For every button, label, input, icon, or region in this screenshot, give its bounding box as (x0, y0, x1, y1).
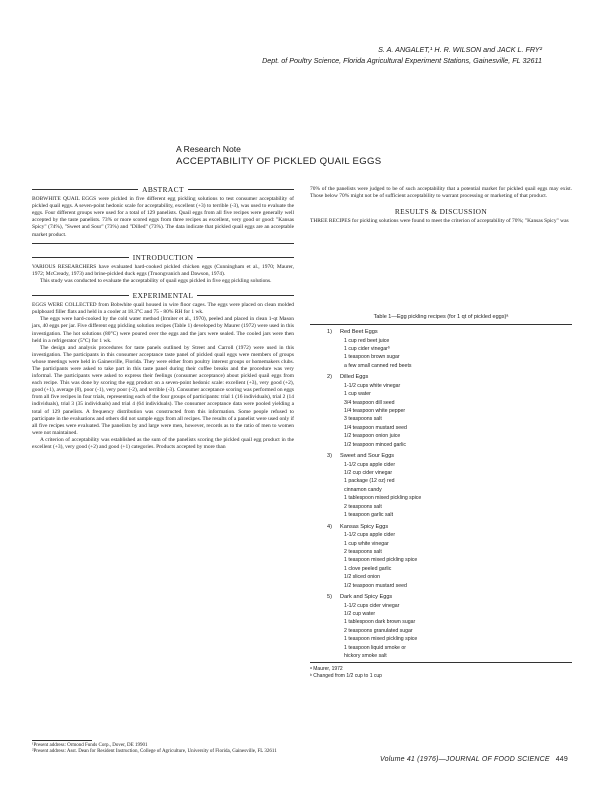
recipe-row (310, 593, 572, 660)
recipe-number: 4) (327, 523, 332, 530)
experimental-lead: EGGS WERE COLLECTED (32, 302, 97, 309)
experimental-paragraph-1: EGGS WERE COLLECTED from Bobwhite quail housed in wire floor cages. The eggs were placed on clean molded pulpboard filler flats and held in a cooler at 18.3°C and 75 - 80% RH for 1 wk. (32, 302, 295, 316)
footnotes (32, 740, 294, 755)
ingredient: 2 teaspoons salt (344, 548, 382, 555)
ingredient: 1-1/2 cups white vinegar (344, 382, 401, 389)
recipe-body (340, 328, 572, 370)
recipe-list (310, 328, 572, 660)
intro-paragraph-1: VARIOUS RESEARCHERS have evaluated hard-cooked pickled chicken eggs (Cunningham et al., 1970; Maurer, 1972; McCready, 1973) and brine-pickled duck eggs (Truongvanich and Dawson, 1974). (32, 263, 294, 277)
ingredient: 1/2 cup cider vinegar (344, 470, 393, 477)
recipe-body (340, 523, 572, 590)
abstract-rule (32, 243, 294, 244)
table-title: Table 1—Egg pickling recipes (for 1 qt of pickled eggs)ᵃ (373, 314, 509, 320)
right-column (310, 186, 572, 225)
footnote-1: ¹Present address: Ormond Funds Corp., Dover, DE 19901 (32, 743, 148, 748)
ingredient: 1 cup water (344, 391, 371, 398)
author-block (262, 44, 542, 66)
results-lead: THREE RECIPES (310, 218, 351, 225)
recipe-row (310, 328, 572, 370)
ingredient: 1-1/2 cups apple cider (344, 532, 396, 539)
footnote-rule (32, 740, 92, 741)
table-top-rule (310, 324, 572, 325)
ingredient: 1 package (12 oz) red (344, 478, 395, 485)
recipe-name: Sweet and Sour Eggs (340, 453, 395, 460)
abstract-lead: BOBWHITE QUAIL EGGS (32, 196, 97, 203)
abstract-text: BOBWHITE QUAIL EGGS were pickled in five different egg pickling solutions to test consumer acceptability of pickled quail eggs. A seven-point hedonic scale for acceptability, excellent (+3) to terrible (-3), was used to evaluate the eggs. Four different groups were used for a total of 129 panelists. Quail eggs from all five recipes were generally well accepted by the taste panelists. 73% or more scored eggs from three recipes as excellent, very good or good: "Kansas Spicy" (74%), "Sweet and Sour" (73%) and "Dilled" (73%). The data indicate that pickled quail eggs are an acceptable market product. (32, 196, 294, 238)
recipe-row (310, 523, 572, 590)
recipe-row (310, 452, 572, 519)
ingredient: 1/4 teaspoon mustard seed (344, 424, 407, 431)
ingredient: 1 clove peeled garlic (344, 565, 392, 572)
ingredient: 1 cup red beet juice (344, 337, 390, 344)
ingredient: 1-1/2 cups cider vinegar (344, 602, 400, 609)
journal-citation: Volume 41 (1976)—JOURNAL OF FOOD SCIENCE (380, 756, 550, 763)
ingredient: 1/4 teaspoon white pepper (344, 408, 406, 415)
introduction-heading: INTRODUCTION (32, 254, 294, 261)
table-bottom-rule (310, 662, 572, 663)
recipe-number: 1) (327, 329, 332, 335)
experimental-paragraph-2: The eggs were hard-cooked by the cold water method (Irmiter et al., 1970), peeled and placed in clean 1-qt Mason jars, 40 eggs per jar. Five different egg pickling solution recipes (Table 1) developed by Maurer (1972) were used in this investigation. The hot solutions (80°C) were poured over the eggs and the jars were sealed. The cooled jars were then held in a refrigerator (5°C) for 1 wk. (32, 316, 294, 344)
ingredient: 1-1/2 cups apple cider (344, 461, 396, 468)
recipe-number: 2) (327, 374, 332, 381)
ingredient: 1 tablespoon dark brown sugar (344, 619, 416, 626)
ingredient: 2 teaspoons granulated sugar (344, 627, 413, 634)
recipe-name: Dilled Eggs (340, 374, 369, 381)
ingredient: 1/2 teaspoon minced garlic (344, 441, 406, 448)
recipe-body (340, 593, 572, 660)
ingredient: cinnamon candy (344, 486, 382, 493)
ingredient: 1 teaspoon garlic salt (344, 512, 394, 519)
ingredient: hickory smoke salt (344, 652, 387, 659)
article-kind: A Research Note (176, 144, 241, 154)
recipe-name: Kansas Spicy Eggs (340, 523, 389, 530)
table-footnotes (310, 666, 572, 679)
recipe-table (310, 314, 572, 680)
intro-paragraph-2: This study was conducted to evaluate the acceptability of quail eggs pickled in five egg pickling solutions. (40, 277, 272, 284)
results-paragraph: THREE RECIPES for pickling solutions were found to meet the criterion of acceptability of 70%; "Kansas Spicy" was (310, 218, 569, 225)
ingredient: 1 cup white vinegar (344, 540, 389, 547)
ingredient: 1/2 cup water (344, 610, 376, 617)
experimental-paragraph-3: The design and analysis procedures for taste panels outlined by Street and Carroll (1972) were used in this investigation. The participants in this consumer acceptance taste panel of pickled quail eggs were members of groups whose meetings were held in Gainesville, Florida. They were either from poultry interest groups or homemakers clubs. The participants were asked to take part in this taste panel during their coffee breaks and the procedure was very informal. The participants were asked to express their feelings (consumer acceptance) about pickled quail eggs from each recipe. This was done by scoring the egg product on a seven-point hedonic scale: excellent (+3), very good (+2), good (+1), average (0), poor (-1), very poor (-2), and terrible (-3). Consumer acceptance scoring was performed on eggs from all five recipes in four trials, representing each of the four groups of participants: trial 1 (16 individuals), trial 2 (14 individuals), trial 3 (35 individuals) and trial 4 (64 individuals). The consumer acceptance data were pooled yielding a total of 129 panelists. A frequency distribution was constructed from this information. Some people refused to participate in the evaluations and others did not sample eggs from all recipes. The results of a panelist were used only if all five recipes were evaluated. The panelists by and large were men, however, records as to the ratio of men to women were not maintained. (32, 344, 294, 436)
ingredient: 3/4 teaspoon dill seed (344, 399, 395, 406)
ingredient: 1 teaspoon mixed pickling spice (344, 557, 418, 564)
recipe-number: 3) (327, 453, 332, 460)
ingredient: 3 teaspoons salt (344, 416, 382, 423)
recipe-name: Red Beet Eggs (340, 329, 378, 335)
authors: S. A. ANGALET,¹ H. R. WILSON and JACK L. FRY² (378, 45, 542, 54)
recipe-row (310, 373, 572, 449)
ingredient: 1 teaspoon brown sugar (344, 354, 400, 361)
continued-paragraph: 70% of the panelists were judged to be of such acceptability that a potential market for pickled quail eggs may exist. Those below 70% might not be of sufficient acceptability to warrant processing or marketing of that product. (310, 186, 572, 200)
table-footnote-a: ᵃ Maurer, 1972 (310, 666, 343, 673)
journal-footer (380, 756, 568, 763)
ingredient: 1 tablespoon mixed pickling spice (344, 495, 422, 502)
ingredient: 1 cup cider vinegarᵇ (344, 346, 390, 352)
article-title: ACCEPTABILITY OF PICKLED QUAIL EGGS (176, 156, 382, 167)
affiliation: Dept. of Poultry Science, Florida Agricultural Experiment Stations, Gainesville, FL 32611 (262, 56, 542, 65)
recipe-number: 5) (327, 593, 332, 600)
results-heading: RESULTS & DISCUSSION (394, 207, 488, 217)
recipe-body (340, 373, 572, 449)
experimental-paragraph-4: A criterion of acceptability was established as the sum of the panelists scoring the pickled quail egg product in the excellent (+3), very good (+2) and good (+1) categories. Products accepted by more than (32, 436, 294, 450)
left-column (32, 186, 294, 451)
recipe-body (340, 452, 572, 519)
ingredient: 1/2 sliced onion (344, 574, 381, 581)
page-number: 449 (555, 756, 568, 763)
ingredient: 1 teaspoon liquid smoke or (344, 644, 406, 651)
ingredient: 1/2 teaspoon onion juice (344, 433, 401, 440)
ingredient: 1/2 teaspoon mustard seed (344, 582, 407, 589)
abstract-heading: ABSTRACT (32, 186, 294, 193)
recipe-name: Dark and Spicy Eggs (340, 593, 393, 600)
footnote-2: ²Present address: Asst. Dean for Resident Instruction, College of Agriculture, University of Florida, Gainesville, FL 32611 (32, 749, 277, 755)
ingredient: 2 teaspoons salt (344, 503, 382, 510)
ingredient: 1 teaspoon mixed pickling spice (344, 636, 418, 643)
ingredient: a few small canned red beets (344, 362, 412, 369)
table-footnote-b: ᵇ Changed from 1/2 cup to 1 cup (310, 672, 382, 679)
experimental-heading: EXPERIMENTAL (32, 292, 294, 299)
intro-lead: VARIOUS RESEARCHERS (32, 263, 97, 270)
